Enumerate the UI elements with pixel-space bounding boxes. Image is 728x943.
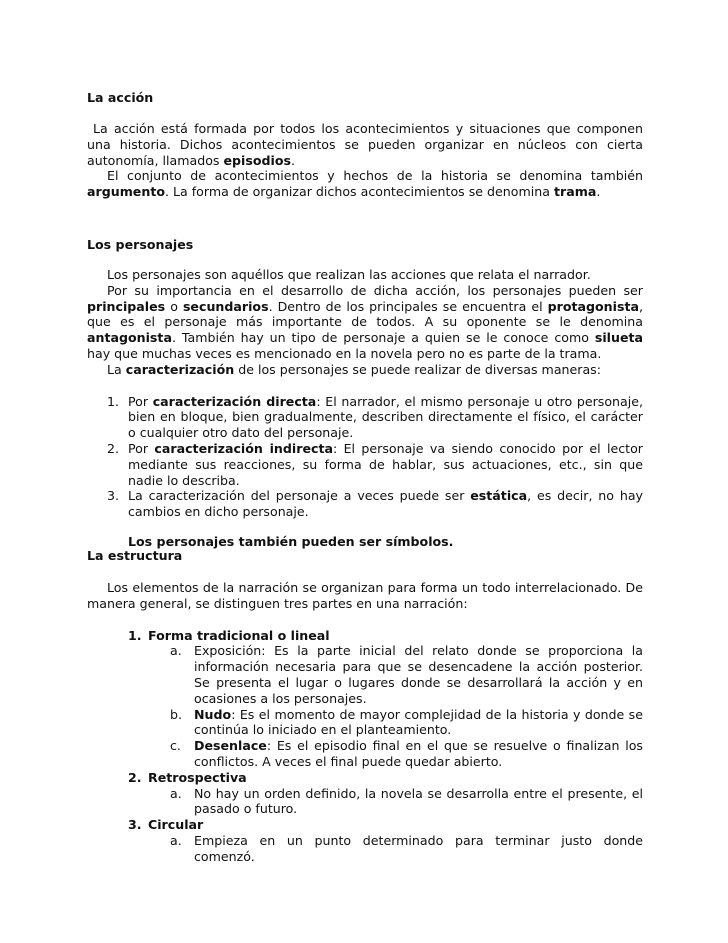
sublist — [148, 643, 643, 769]
sublist-item: c. Desenlace: Es el episodio final en el que se resuelve o finalizan los conflictos. A veces el final puede quedar abierto. — [170, 738, 643, 769]
paragraph-personajes-2: Por su importancia en el desarrollo de dicha acción, los personajes pueden ser principales o secundarios. Dentro de los principales se encuentra el protagonista, que es el personaje más importante de todos. A su oponente se le denomina antagonista. También hay un tipo de personaje a quien se le conoce como silueta hay que muchas veces es mencionado en la novela pero no es parte de la trama. — [87, 282, 643, 361]
list-item: 1. Por caracterización directa: El narrador, el mismo personaje u otro personaje, bien en bloque, bien gradualmente, describen directamente el físico, el carácter o cualquier otro dato del personaje. — [107, 393, 643, 441]
section-title-estructura: La estructura — [87, 548, 183, 563]
caracterizacion-list — [87, 394, 643, 520]
simbolos-note: Los personajes también pueden ser símbolos. — [128, 533, 454, 549]
list-item: 1. Forma tradicional o lineal a. Exposición: Es la parte inicial del relato donde se proporciona la información necesaria para que se desencadene la acción posterior. Se presenta el lugar o lugares donde se desarrollará la acción y en ocasiones a los personajes. b. Nudo: Es el momento de mayor complejidad de la historia y donde se continúa lo iniciado en el planteamiento. c. Desenlace: Es el episodio final en el que se resuelve o finalizan los conflictos. A veces el final puede quedar abierto. — [87, 628, 643, 770]
sublist — [148, 786, 643, 818]
sublist-item: a. Empieza en un punto determinado para terminar justo donde comenzó. — [170, 832, 643, 864]
section-accion — [87, 90, 643, 200]
sublist-item: a. Exposición: Es la parte inicial del relato donde se proporciona la información necesaria para que se desencadene la acción posterior. Se presenta el lugar o lugares donde se desarrollará la acción y en ocasiones a los personajes. — [170, 643, 643, 706]
list-item: 2. Por caracterización indirecta: El personaje va siendo conocido por el lector mediante sus reacciones, su forma de hablar, sus actuaciones, etc., sin que nadie lo describa. — [107, 440, 643, 488]
paragraph-accion-2: El conjunto de acontecimientos y hechos de la historia se denomina también argumento. La forma de organizar dichos acontecimientos se denomina trama. — [87, 168, 643, 200]
sublist-item: b. Nudo: Es el momento de mayor complejidad de la historia y donde se continúa lo iniciado en el planteamiento. — [170, 706, 643, 738]
list-item: 3. La caracterización del personaje a veces puede ser estática, es decir, no hay cambios en dicho personaje. — [107, 488, 643, 520]
paragraph-estructura-1: Los elementos de la narración se organizan para forma un todo interrelacionado. De manera general, se distinguen tres partes en una narración: — [87, 580, 643, 611]
paragraph-personajes-1: Los personajes son aquéllos que realizan las acciones que relata el narrador. — [107, 267, 591, 282]
section-estructura — [87, 548, 643, 865]
paragraph-personajes-3: La caracterización de los personajes se puede realizar de diversas maneras: — [107, 361, 601, 377]
sublist — [148, 833, 643, 865]
section-title-personajes: Los personajes — [87, 237, 194, 252]
estructura-list — [87, 628, 643, 865]
list-item: 3. Circular a. Empieza en un punto determinado para terminar justo donde comenzó. — [87, 817, 643, 864]
section-title-accion: La acción — [87, 90, 154, 105]
list-item: 2. Retrospectiva a. No hay un orden definido, la novela se desarrolla entre el presente, el pasado o futuro. — [87, 770, 643, 817]
section-personajes — [87, 237, 643, 550]
paragraph-accion-1: La acción está formada por todos los acontecimientos y situaciones que componen una historia. Dichos acontecimientos se pueden organizar en núcleos con cierta autonomía, llamados episodios. — [87, 121, 643, 168]
sublist-item: a. No hay un orden definido, la novela se desarrolla entre el presente, el pasado o futuro. — [170, 785, 643, 817]
